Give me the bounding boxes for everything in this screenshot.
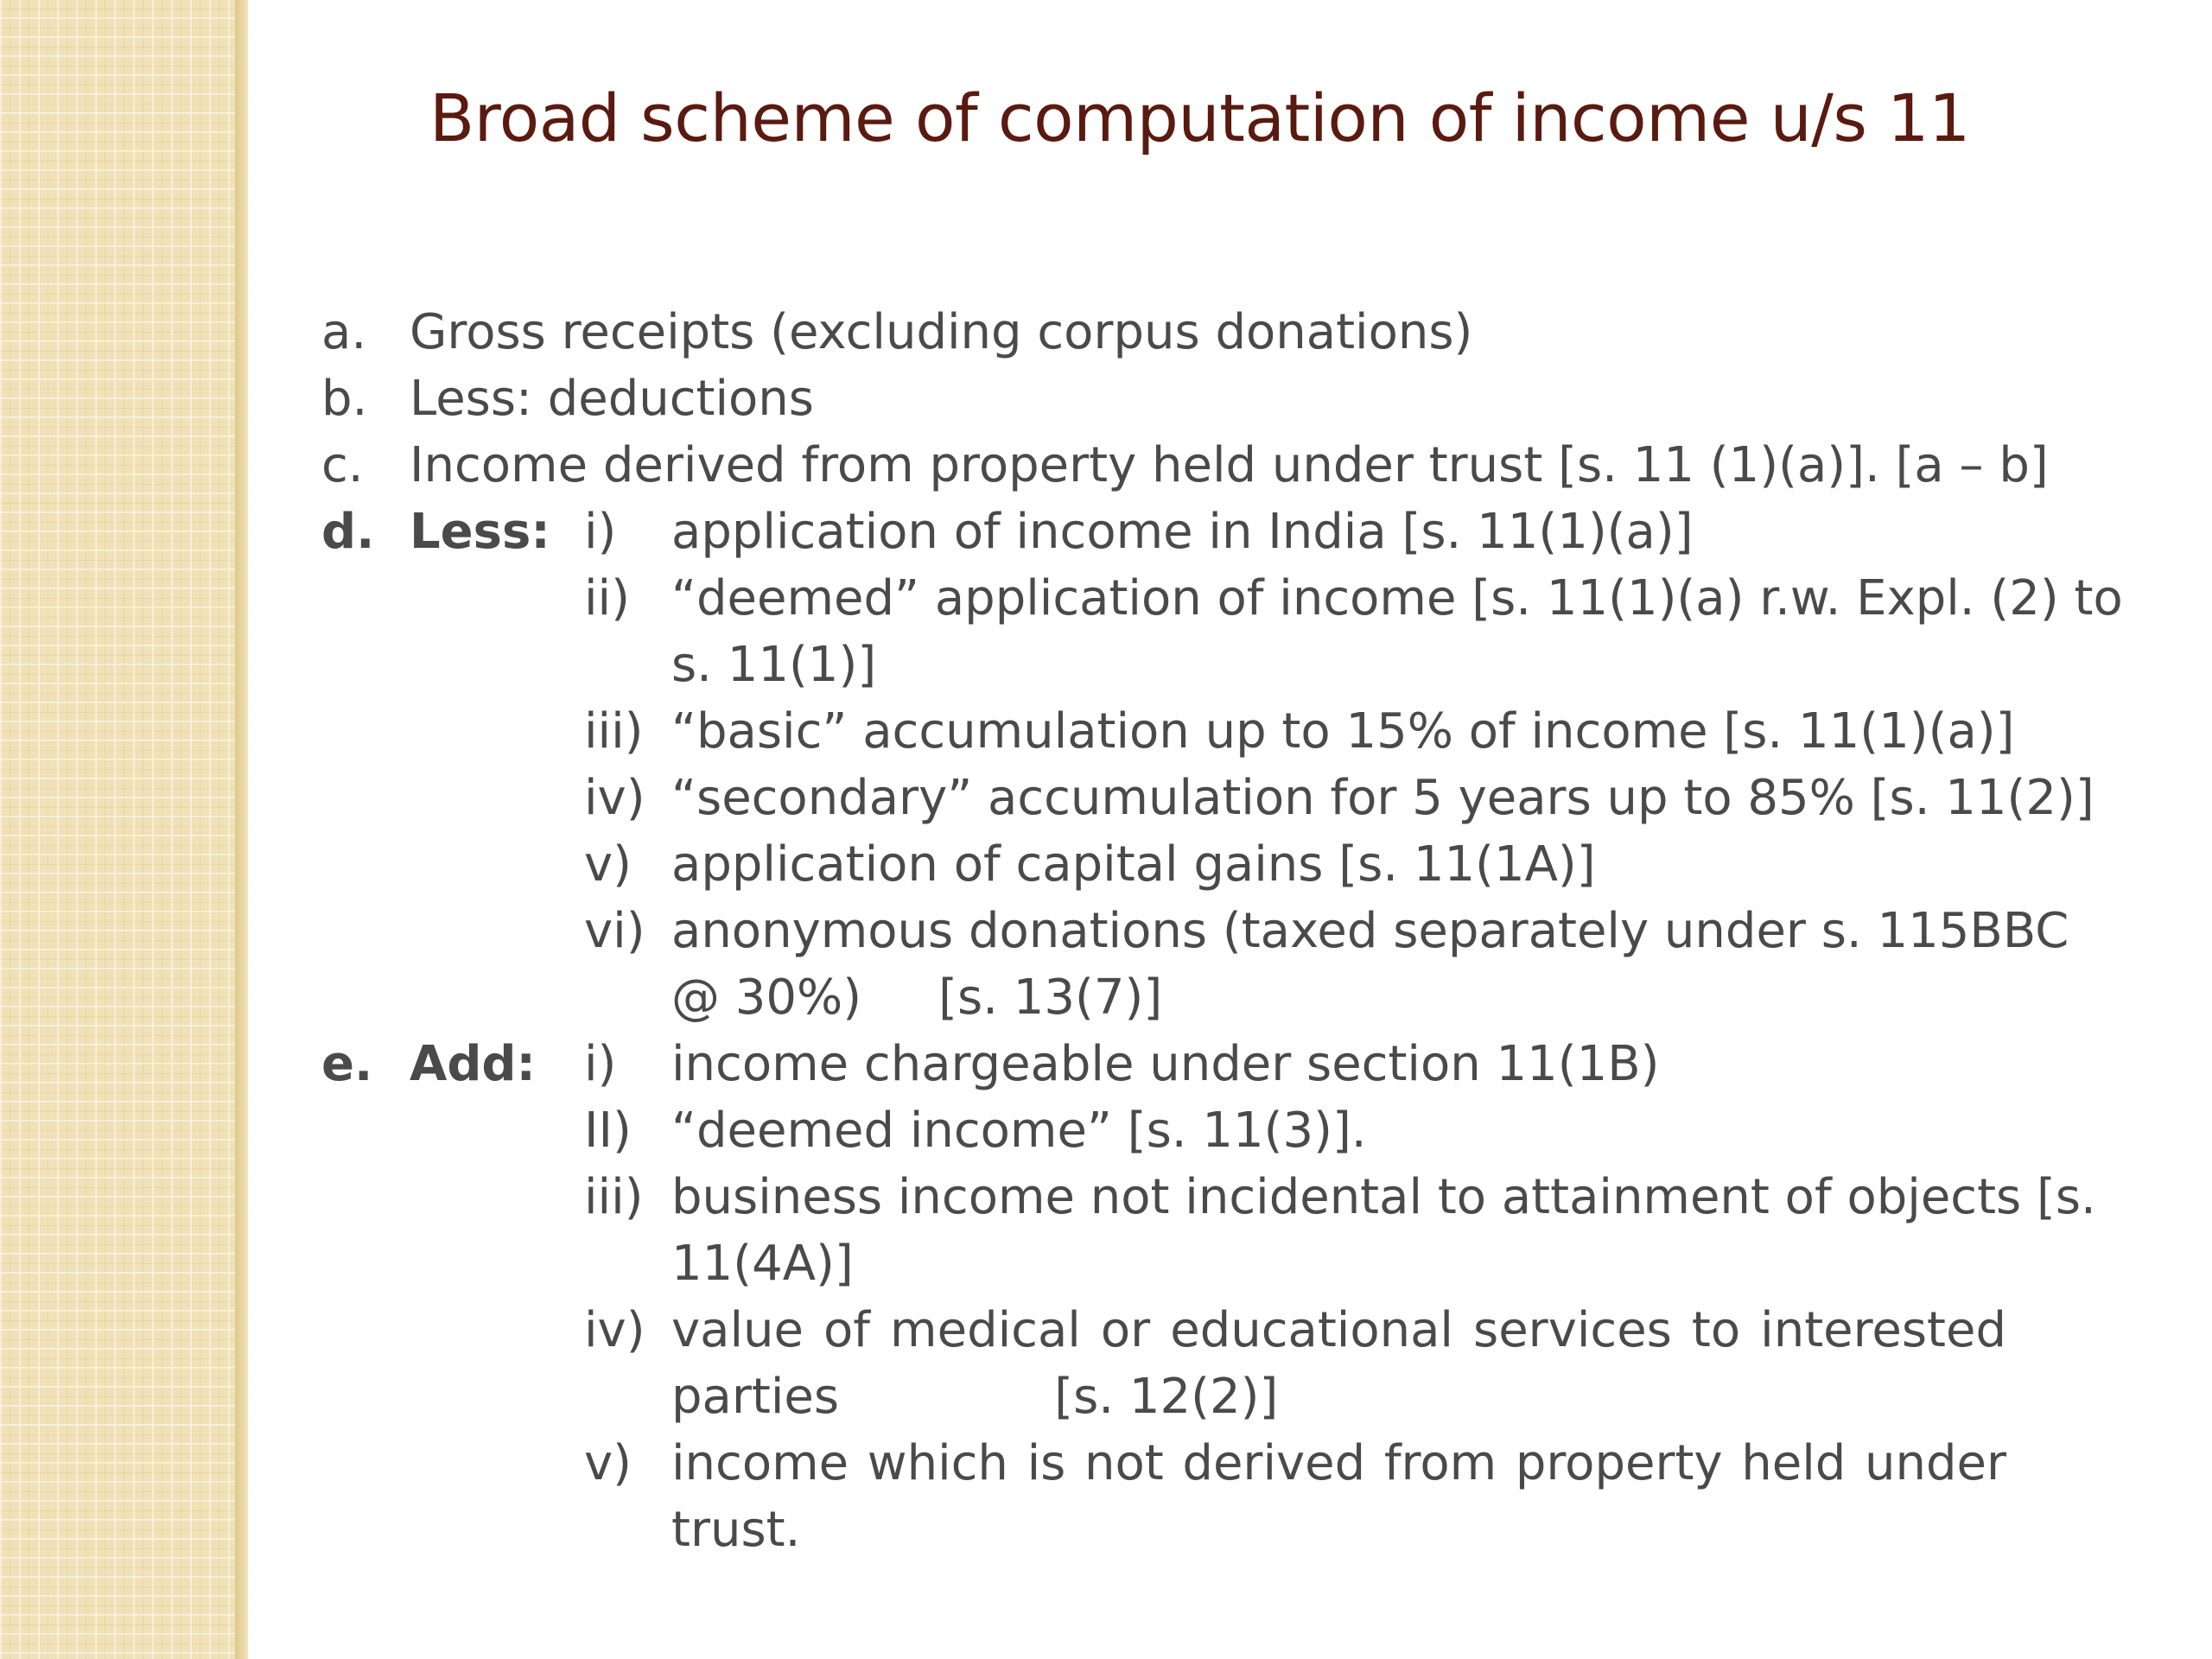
item-letter: d.	[321, 504, 375, 560]
item-text: Income derived from property held under trust [s. 11 (1)(a)]. [a – b]	[410, 437, 2049, 493]
sub-item	[584, 1097, 2006, 1164]
sub-item-text: “deemed” application of income [s. 11(1)(a) r.w. Expl. (2) to	[671, 570, 2123, 626]
sub-item-text: “deemed income” [s. 11(3)].	[671, 1103, 1367, 1159]
sub-item-numeral: iv)	[584, 1302, 645, 1358]
item-letter: c.	[321, 437, 364, 493]
sub-item-text: income which is not derived from property held under	[671, 1435, 2006, 1491]
list-item-b	[321, 365, 2006, 432]
sub-item-continuation	[671, 632, 2006, 698]
sub-item-numeral: iii)	[584, 703, 644, 760]
sub-item-numeral: vi)	[584, 903, 645, 959]
list-item-c	[321, 432, 2049, 499]
sub-item-text: @ 30%) [s. 13(7)]	[671, 969, 1163, 1026]
sub-item-text: 11(4A)]	[671, 1236, 854, 1292]
sub-item-numeral: i)	[584, 1036, 617, 1092]
sub-item-text: anonymous donations (taxed separately under s. 115BBC	[671, 903, 2069, 959]
side-band-edge	[235, 0, 248, 1659]
sub-item-text: “basic” accumulation up to 15% of income [s. 11(1)(a)]	[671, 703, 2015, 760]
sub-item	[584, 765, 2094, 831]
sub-item-text: trust.	[671, 1502, 801, 1558]
sub-item	[584, 698, 2015, 765]
sub-item	[584, 1297, 2006, 1363]
sub-item	[584, 831, 2006, 898]
sub-item-numeral: ii)	[584, 570, 630, 626]
sub-item-numeral: iv)	[584, 770, 645, 826]
list-item-e	[321, 1031, 2006, 1097]
computation-list	[321, 299, 2123, 1563]
sub-item-text: “secondary” accumulation for 5 years up to 85% [s. 11(2)]	[671, 770, 2094, 826]
sub-item-continuation	[671, 964, 2006, 1031]
sub-item-text: business income not incidental to attainment of objects [s.	[671, 1169, 2096, 1225]
decorative-side-band	[0, 0, 248, 1659]
sub-item-numeral: iii)	[584, 1169, 644, 1225]
list-item-a	[321, 299, 2006, 365]
item-lead-label: Less:	[410, 504, 550, 560]
item-letter: e.	[321, 1036, 373, 1092]
sub-item	[584, 1430, 2006, 1497]
sub-item-numeral: II)	[584, 1103, 632, 1159]
sub-item-continuation	[671, 1230, 2006, 1297]
sub-item-text: application of income in India [s. 11(1)(a)]	[671, 504, 1694, 560]
sub-item-text: value of medical or educational services to interested	[671, 1302, 2006, 1358]
sub-item-numeral: v)	[584, 1435, 632, 1491]
item-lead-label: Add:	[410, 1036, 536, 1092]
sub-item-continuation	[671, 1497, 2006, 1563]
slide-title: Broad scheme of computation of income u/s 11	[429, 79, 1970, 156]
sub-item-continuation	[671, 1363, 2006, 1430]
item-text: Less: deductions	[410, 371, 814, 427]
sub-item-numeral: v)	[584, 836, 632, 893]
sub-item-numeral: i)	[584, 504, 617, 560]
item-text: Gross receipts (excluding corpus donations)	[410, 304, 1473, 360]
sub-item-text: s. 11(1)]	[671, 637, 877, 693]
sub-item-text: application of capital gains [s. 11(1A)]	[671, 836, 1596, 893]
sub-item	[584, 1164, 2096, 1230]
sub-item-text: parties [s. 12(2)]	[671, 1369, 1279, 1425]
sub-item	[584, 565, 2123, 632]
sub-item-text: income chargeable under section 11(1B)	[671, 1036, 1660, 1092]
item-letter: a.	[321, 304, 367, 360]
item-letter: b.	[321, 371, 368, 427]
list-item-d	[321, 499, 2006, 565]
sub-item	[584, 898, 2069, 964]
